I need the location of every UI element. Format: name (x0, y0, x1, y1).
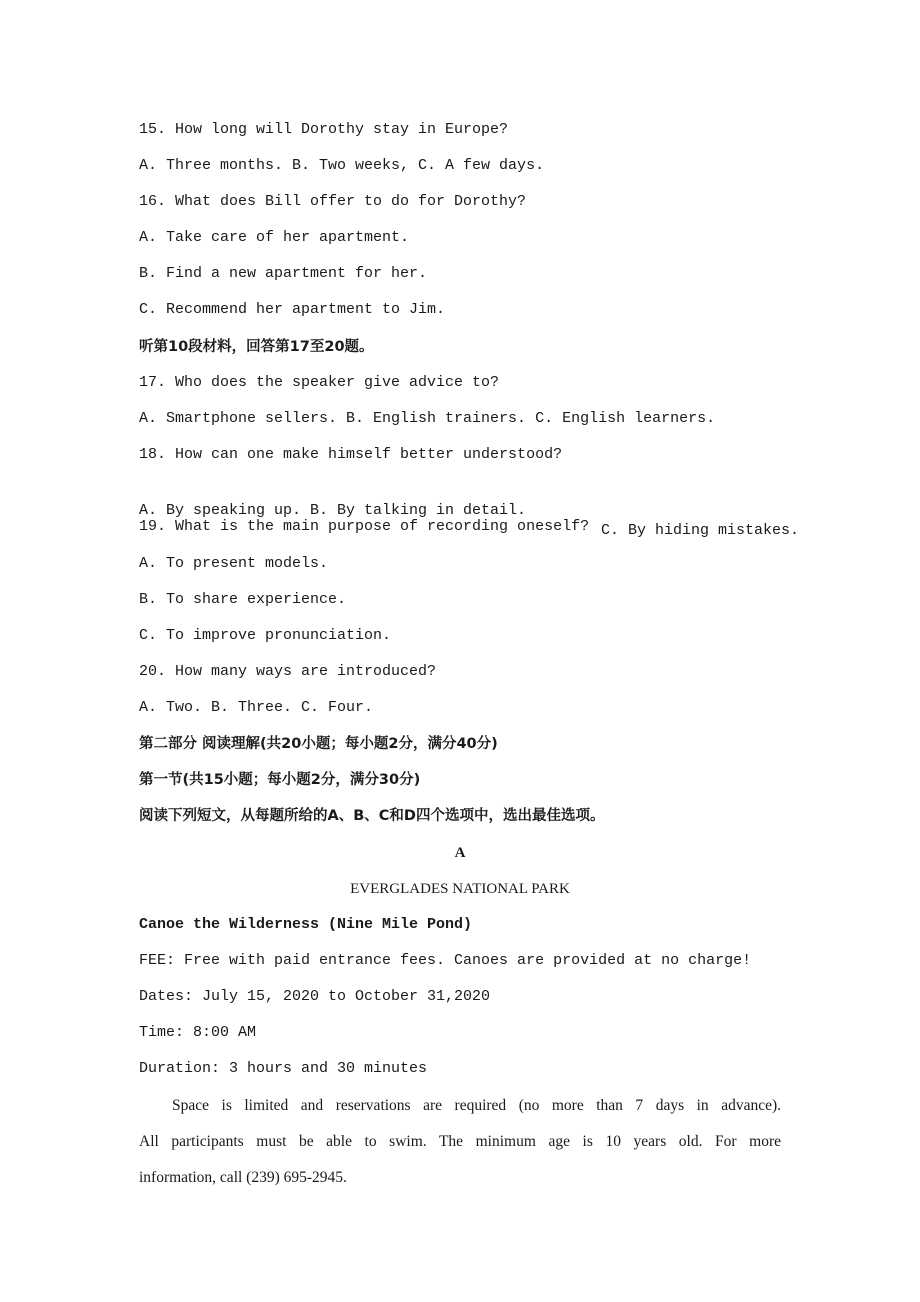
question-18: 18. How can one make himself better understood? (139, 446, 563, 463)
passage-body-line-1: Space is limited and reservations are required (no more than 7 days in advance). (172, 1097, 781, 1114)
question-17: 17. Who does the speaker give advice to? (139, 374, 500, 391)
activity-duration: Duration: 3 hours and 30 minutes (139, 1060, 428, 1077)
question-15-options: A. Three months. B. Two weeks, C. A few days. (139, 157, 545, 174)
passage-body-line-2: All participants must be able to swim. The minimum age is 10 years old. For more (139, 1133, 781, 1150)
question-16-option-a: A. Take care of her apartment. (139, 229, 410, 246)
reading-instruction: 阅读下列短文，从每题所给的A、B、C和D四个选项中，选出最佳选项。 (139, 808, 605, 824)
activity-time: Time: 8:00 AM (139, 1024, 257, 1041)
question-16-option-b: B. Find a new apartment for her. (139, 265, 428, 282)
question-19-option-a: A. To present models. (139, 555, 329, 572)
question-20: 20. How many ways are introduced? (139, 663, 437, 680)
passage-title: EVERGLADES NATIONAL PARK (350, 881, 570, 897)
question-16: 16. What does Bill offer to do for Dorothy? (139, 193, 527, 210)
reading-section-title: 第一节(共15小题；每小题2分，满分30分) (139, 772, 421, 788)
question-19: 19. What is the main purpose of recording oneself? (139, 518, 590, 535)
question-15: 15. How long will Dorothy stay in Europe? (139, 121, 509, 138)
activity-title: Canoe the Wilderness (Nine Mile Pond) (139, 916, 473, 933)
activity-fee: FEE: Free with paid entrance fees. Canoes are provided at no charge! (139, 952, 752, 969)
question-18-option-c: C. By hiding mistakes. (601, 522, 800, 539)
question-18-options-ab: A. By speaking up. B. By talking in detail. (139, 502, 527, 519)
section-10-instruction: 听第10段材料，回答第17至20题。 (139, 339, 374, 355)
question-19-option-c: C. To improve pronunciation. (139, 627, 392, 644)
passage-label: A (454, 845, 466, 861)
question-20-options: A. Two. B. Three. C. Four. (139, 699, 374, 716)
reading-part-title: 第二部分 阅读理解(共20小题；每小题2分，满分40分) (139, 736, 498, 752)
question-17-options: A. Smartphone sellers. B. English trainers. C. English learners. (139, 410, 716, 427)
question-16-option-c: C. Recommend her apartment to Jim. (139, 301, 446, 318)
activity-dates: Dates: July 15, 2020 to October 31,2020 (139, 988, 491, 1005)
passage-body-line-3: information, call (239) 695-2945. (139, 1169, 347, 1186)
question-19-option-b: B. To share experience. (139, 591, 347, 608)
